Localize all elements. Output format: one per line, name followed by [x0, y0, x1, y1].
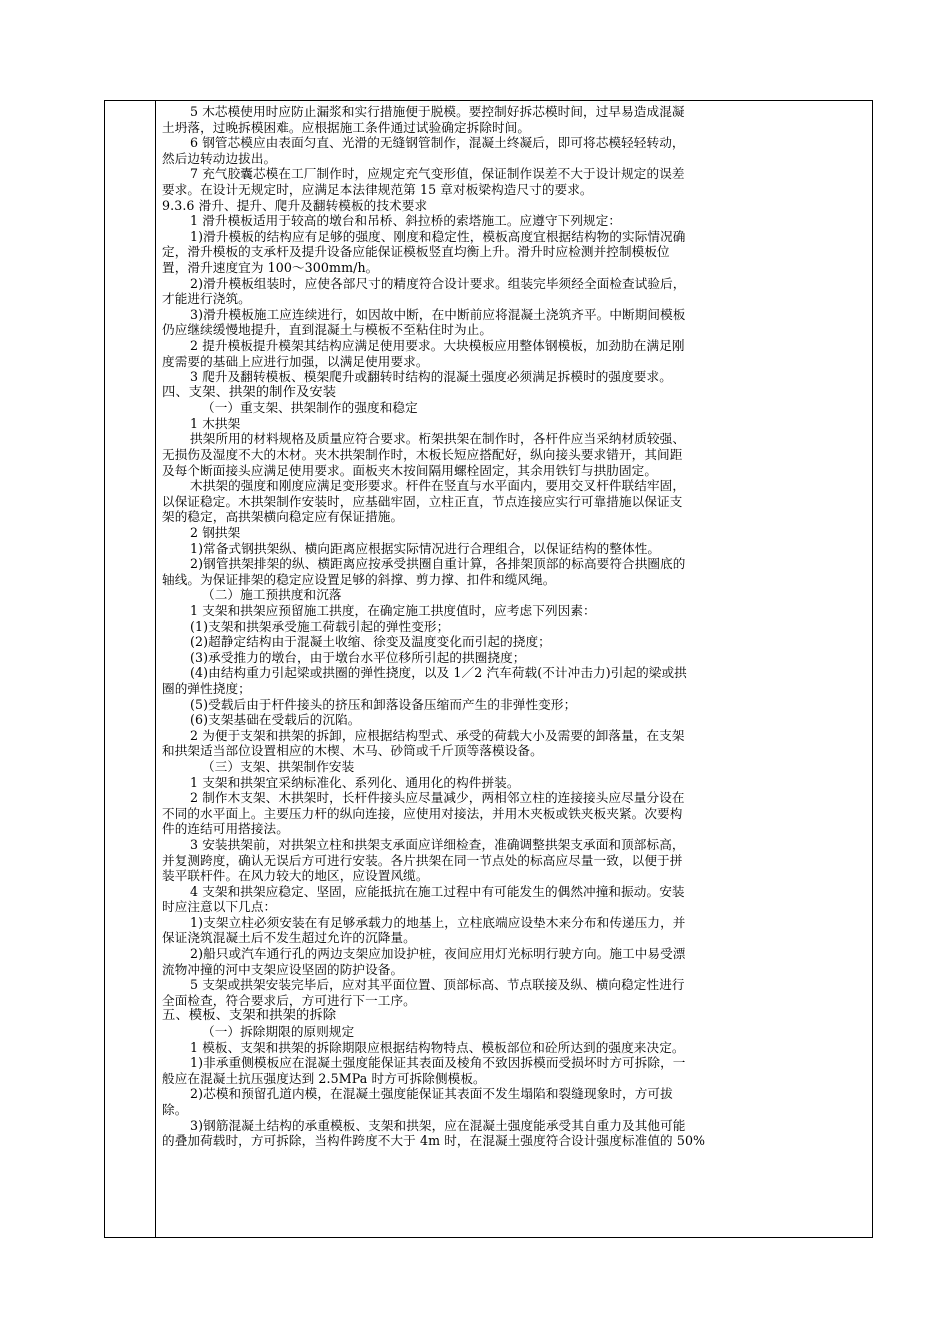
text-line: 度需要的基础上应进行加强，以满足使用要求。: [162, 353, 429, 369]
text-line: 1)非承重侧模板应在混凝土强度能保证其表面及棱角不致因拆模而受损坏时方可拆除，一: [190, 1055, 686, 1071]
text-line: (5)受载后由于杆件接头的挤压和卸落设备压缩而产生的非弹性变形；: [190, 696, 577, 712]
text-line: 件的连结可用搭接法。: [162, 821, 289, 837]
text-line: 2 为便于支架和拱架的拆卸，应根据结构型式、承受的荷载大小及需要的卸落量，在支架: [190, 727, 685, 743]
text-line: 以保证稳定。木拱架制作安装时，应基础牢固，立柱正直，节点连接应实行可靠措施以保证支: [162, 493, 683, 509]
text-line: 4 支架和拱架应稳定、坚固，应能抵抗在施工过程中有可能发生的偶然冲撞和振动。安装: [190, 883, 685, 899]
text-line: 1 支架和拱架应预留施工拱度，在确定施工拱度值时，应考虑下列因素：: [190, 603, 596, 618]
text-line: 架的稳定，高拱架横向稳定应有保证措施。: [162, 509, 404, 525]
text-line: 及每个断面接头应满足使用要求。面板夹木按间隔用螺栓固定，其余用铁钉与拱肋固定。: [162, 462, 658, 478]
section-heading: 四、支架、拱架的制作及安装: [162, 384, 337, 400]
text-line: 和拱架适当部位设置相应的木楔、木马、砂筒或千斤顶等落模设备。: [162, 743, 543, 759]
text-line: 2)芯模和预留孔道内模，在混凝土强度能保证其表面不发生塌陷和裂缝现象时，方可拔: [190, 1086, 673, 1102]
text-line: 1)支架立柱必须安装在有足够承载力的地基上，立柱底端应设垫木来分布和传递压力，并: [190, 914, 686, 930]
text-line: 3)滑升模板施工应连续进行，如因故中断，在中断前应将混凝土浇筑齐平。中断期间模板: [190, 306, 686, 322]
text-line: 5 支架或拱架安装完毕后，应对其平面位置、顶部标高、节点联接及纵、横向稳定性进行: [190, 977, 685, 993]
text-line: 3 爬升及翻转模板、模架爬升或翻转时结构的混凝土强度必须满足拆模时的强度要求。: [190, 369, 672, 385]
text-line: 1 模板、支架和拱架的拆除期限应根据结构物特点、模板部位和砼所达到的强度来决定。: [190, 1039, 685, 1055]
content-cell: [156, 101, 873, 1238]
text-line: 1)常备式钢拱架纵、横向距离应根据实际情况进行合理组合，以保证结构的整体性。: [190, 540, 661, 556]
text-line: 2)滑升模板组装时，应使各部尺寸的精度符合设计要求。组装完毕须经全面检查试验后，: [190, 275, 686, 291]
table-row: [105, 101, 873, 1238]
text-line: 才能进行浇筑。: [162, 291, 251, 307]
text-line: 除。: [162, 1102, 188, 1117]
text-line: 3)钢筋混凝土结构的承重模板、支架和拱架，应在混凝土强度能承受其自重力及其他可能: [190, 1117, 686, 1133]
text-line: 轴线。为保证排架的稳定应设置足够的斜撑、剪力撑、扣件和缆风绳。: [162, 571, 556, 587]
text-line: 仍应继续缓慢地提升，直到混凝土与模板不至粘住时为止。: [162, 322, 493, 338]
text-line: 1 支架和拱架宜采纳标准化、系列化、通用化的构件拼装。: [190, 774, 520, 790]
text-line: 7 充气胶囊芯模在工厂制作时，应规定充气变形值，保证制作误差不大于设计规定的误差: [190, 166, 685, 182]
text-line: 拱架所用的材料规格及质量应符合要求。桁架拱架在制作时，各杆件应当采纳材质较强、: [190, 431, 686, 447]
text-line: （三）支架、拱架制作安装: [202, 758, 355, 774]
text-line: 般应在混凝土抗压强度达到 2.5MPa 时方可拆除侧模板。: [162, 1070, 486, 1086]
text-line: 不同的水平面上。主要压力杆的纵向连接，应使用对接法，并用木夹板或铁夹板夹紧。次要构: [162, 805, 683, 821]
text-line: 装平联杆件。在风力较大的地区，应设置风缆。: [162, 868, 429, 884]
text-line: 无损伤及湿度不大的木材。夹木拱架制作时，木板长短应搭配好，纵向接头要求错开，其间距: [162, 447, 683, 463]
text-line: 2)钢管拱架排架的纵、横距离应按承受拱圈自重计算，各排架顶部的标高要符合拱圈底的: [190, 556, 686, 572]
text-line: 6 钢管芯模应由表面匀直、光滑的无缝钢管制作，混凝土终凝后，即可将芯模轻轻转动，: [190, 135, 685, 151]
document-table: [104, 100, 873, 1238]
text-line: 土坍落，过晚拆模困难。应根据施工条件通过试验确定拆除时间。: [162, 119, 531, 135]
text-line: 保证浇筑混凝土后不发生超过允许的沉降量。: [162, 930, 416, 946]
text-line: 的叠加荷载时，方可拆除，当构件跨度不大于 4m 时，在混凝土强度符合设计强度标准值的 50%: [162, 1133, 706, 1149]
text-line: 时应注意以下几点：: [162, 899, 277, 915]
text-line: 然后边转动边拔出。: [162, 150, 277, 166]
text-line: 定，滑升模板的支承杆及提升设备应能保证模板竖直均衡上升。滑升时应检测并控制模板位: [162, 244, 670, 260]
text-line: (1)支架和拱架承受施工荷载引起的弹性变形；: [190, 618, 450, 634]
text-line: 2 提升模板提升模架其结构应满足使用要求。大块模板应用整体钢模板，加劲肋在满足刚: [190, 337, 685, 353]
text-line: 9.3.6 滑升、提升、爬升及翻转模板的技术要求: [162, 197, 428, 213]
text-line: 全面检查，符合要求后，方可进行下一工序。: [162, 992, 416, 1008]
text-line: （一）拆除期限的原则规定: [202, 1024, 355, 1040]
text-line: 1 木拱架: [190, 415, 241, 431]
text-line: （一）重支架、拱架制作的强度和稳定: [202, 400, 418, 416]
text-line: 并复测跨度，确认无误后方可进行安装。各片拱架在同一节点处的标高应尽量一致，以便于拼: [162, 852, 683, 868]
text-line: 3 安装拱架前，对拱架立柱和拱架支承面应详细检查，准确调整拱架支承面和顶部标高，: [190, 836, 685, 852]
text-line: 1)滑升模板的结构应有足够的强度、刚度和稳定性，模板高度宜根据结构物的实际情况确: [190, 228, 686, 244]
text-line: (3)承受推力的墩台，由于墩台水平位移所引起的拱圈挠度；: [190, 649, 526, 665]
text-line: 5 木芯模使用时应防止漏浆和实行措施便于脱模。要控制好拆芯模时间，过早易造成混凝: [190, 104, 685, 119]
text-line: 流物冲撞的河中支架应设坚固的防护设备。: [162, 961, 404, 977]
text-line: 圈的弹性挠度；: [162, 680, 251, 696]
text-line: 2 钢拱架: [190, 525, 241, 541]
text-line: （二）施工预拱度和沉落: [202, 587, 342, 603]
text-line: 1 滑升模板适用于较高的墩台和吊桥、斜拉桥的索塔施工。应遵守下列规定：: [190, 213, 622, 229]
text-line: (2)超静定结构由于混凝土收缩、徐变及温度变化而引起的挠度；: [190, 634, 551, 650]
text-line: 置，滑升速度宜为 100～300mm/h。: [162, 259, 379, 275]
text-line: 2)船只或汽车通行孔的两边支架应加设护桩，夜间应用灯光标明行驶方向。施工中易受漂: [190, 946, 686, 962]
text-line: (6)支架基础在受载后的沉陷。: [190, 712, 361, 728]
section-heading: 五、模板、支架和拱架的拆除: [162, 1008, 337, 1024]
text-line: (4)由结构重力引起梁或拱圈的弹性挠度，以及 1／2 汽车荷载(不计冲击力)引起的梁或拱: [190, 665, 687, 681]
text-line: 要求。在设计无规定时，应满足本法律规范第 15 章对板梁构造尺寸的要求。: [162, 181, 593, 197]
left-label-cell: [105, 101, 156, 1238]
text-line: 木拱架的强度和刚度应满足变形要求。杆件在竖直与水平面内，要用交叉杆件联结牢固，: [190, 478, 686, 494]
text-line: 2 制作木支架、木拱架时，长杆件接头应尽量减少，两相邻立柱的连接接头应尽量分设在: [190, 790, 685, 806]
